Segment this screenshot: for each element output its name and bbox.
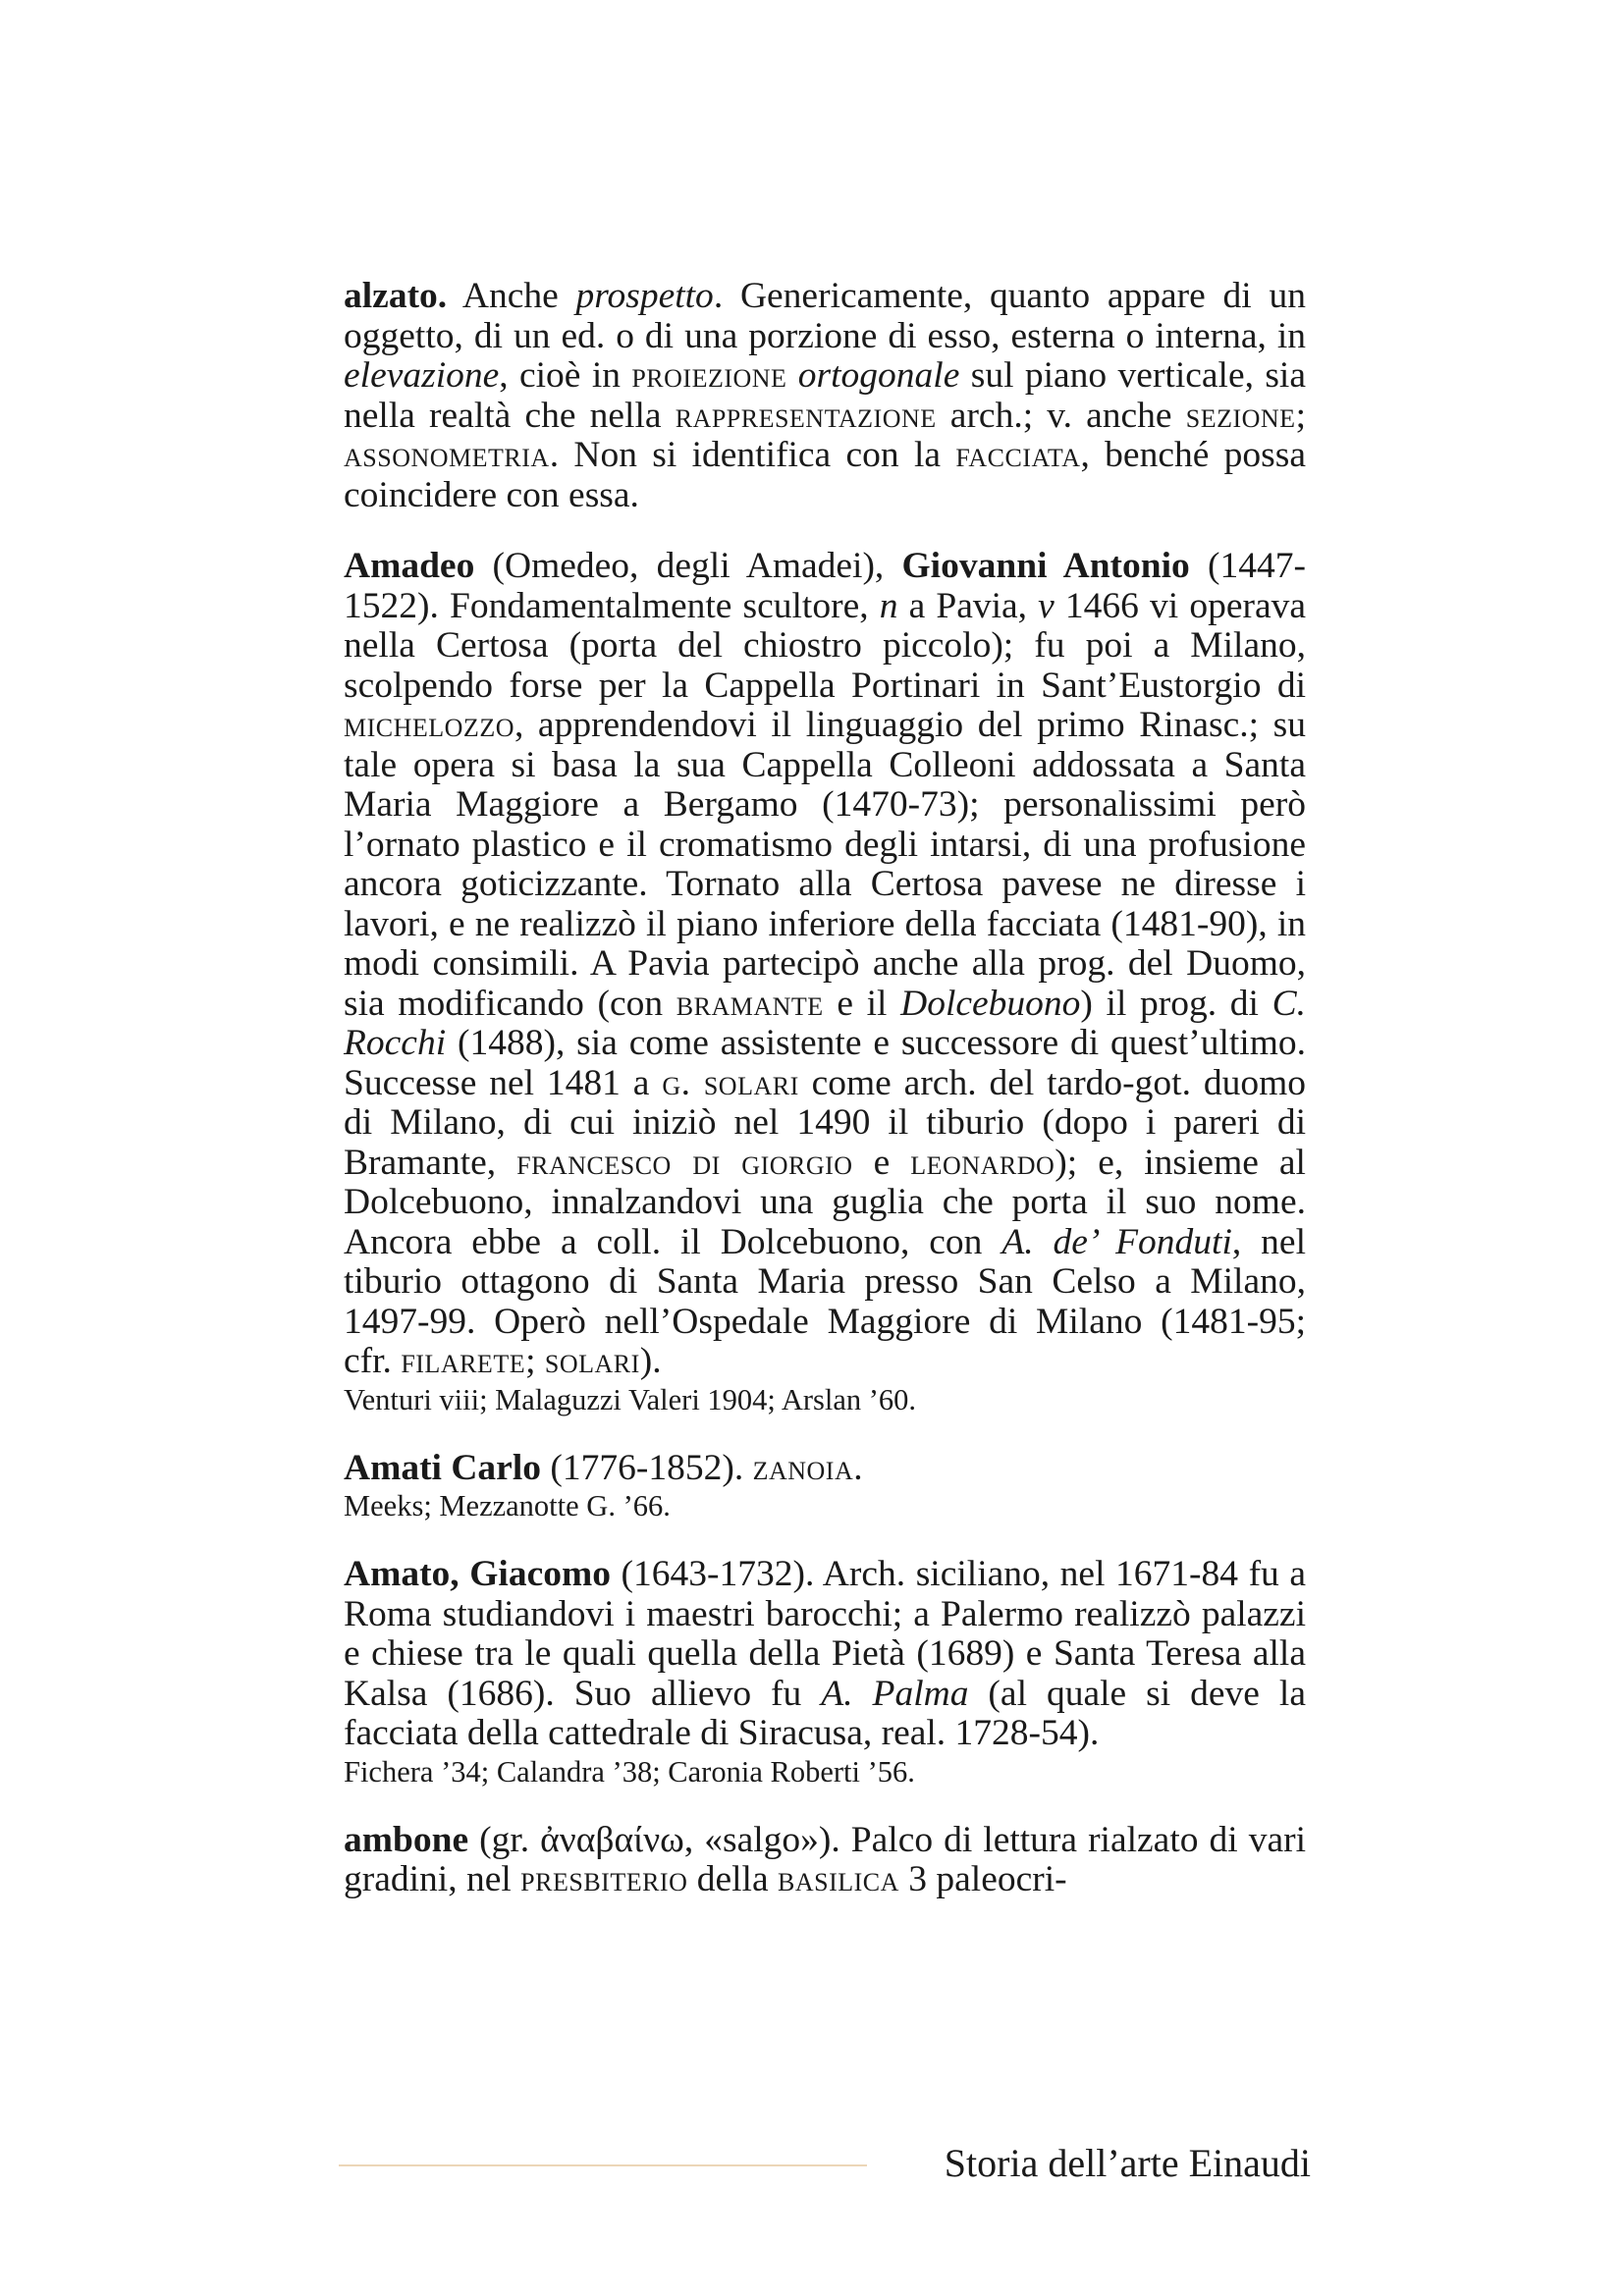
- italic-term: v: [1038, 585, 1055, 626]
- headword: Amadeo: [344, 546, 475, 586]
- body-text: . Non si identifica con la: [549, 435, 956, 475]
- body-text: arch.; v. anche: [936, 395, 1186, 436]
- body-text: (1447-1522). Fondamentalmente scultore,: [344, 546, 1306, 626]
- body-text: (gr. ἀναβαίνω, «salgo»). Palco di lettura rialzato di vari gradini, nel: [344, 1819, 1306, 1899]
- body-text: , benché possa coincidere con essa.: [344, 435, 1307, 515]
- body-text: , cioè in: [499, 355, 632, 396]
- italic-term: elevazione: [344, 355, 500, 396]
- italic-term: prospetto: [575, 276, 714, 316]
- cross-reference: leonardo: [910, 1142, 1055, 1183]
- body-text: (Omedeo, degli Amadei),: [474, 546, 902, 586]
- headword: Giovanni Antonio: [901, 546, 1190, 586]
- italic-term: A. de’ Fonduti: [1001, 1221, 1232, 1262]
- entry-amato: [344, 1555, 1306, 1789]
- italic-term: A. Palma: [821, 1673, 969, 1714]
- cross-reference: presbiterio: [520, 1859, 688, 1899]
- headword: alzato.: [344, 276, 448, 316]
- entry-amadeo: [344, 547, 1306, 1417]
- body-text: e il: [823, 983, 901, 1024]
- body-text: sul piano verticale, sia nella realtà che nella: [344, 355, 1306, 436]
- body-text: . Genericamente, quanto appare di un oggetto, di un ed. o di una porzione di esso, esterna o interna, in: [344, 276, 1306, 356]
- cross-reference: filarete: [401, 1341, 526, 1381]
- italic-term: C. Rocchi: [344, 983, 1307, 1063]
- cross-reference: michelozzo: [344, 705, 514, 745]
- cross-reference: g. solari: [662, 1062, 799, 1103]
- headword: Amati Carlo: [344, 1447, 541, 1488]
- body-text: ); e, insieme al Dolcebuono, innalzandovi una guglia che porta il suo nome. Ancora ebbe a coll. il Dolcebuono, con: [344, 1142, 1306, 1262]
- body-text: ;: [1295, 395, 1306, 436]
- entry-body: [344, 547, 1306, 1382]
- body-text: (al quale si deve la facciata della cattedrale di Siracusa, real. 1728-54).: [344, 1673, 1306, 1753]
- body-text: come arch. del tardo-got. duomo di Milano, di cui iniziò nel 1490 il tiburio (dopo i pareri di Bramante,: [344, 1062, 1307, 1183]
- entry-body: [344, 1555, 1306, 1754]
- body-text: [786, 355, 797, 396]
- footer-rule: [339, 2164, 867, 2166]
- cross-reference: francesco di giorgio: [516, 1142, 853, 1183]
- cross-reference: solari: [544, 1341, 640, 1381]
- body-text: e: [852, 1142, 911, 1183]
- dictionary-column: [344, 277, 1306, 1932]
- body-text: a Pavia,: [897, 585, 1039, 626]
- entry-body: [344, 1449, 1306, 1489]
- body-text: , apprendendovi il linguaggio del primo Rinasc.; su tale opera si basa la sua Cappella Colleoni addossata a Santa Maria Maggiore a Bergamo (1470-73); personalissimi però l’ornato plastico e il cromatismo degli intarsi, di una profusione ancora goticizzante. Tornato alla Certosa pavese ne diresse i lavori, e ne realizzò il piano inferiore della facciata (1481-90), in modi consimili. A Pavia partecipò anche alla prog. del Duomo, sia modificando (con: [344, 705, 1306, 1024]
- headword: Amato, Giacomo: [344, 1554, 611, 1594]
- body-text: (1776-1852).: [541, 1447, 753, 1488]
- cross-reference: zanoia: [752, 1447, 854, 1488]
- body-text: , nel tiburio ottagono di Santa Maria presso San Celso a Milano, 1497-99. Operò nell’Ospedale Maggiore di Milano (1481-95; cfr.: [344, 1221, 1306, 1381]
- entry-bibliography: Meeks; Mezzanotte G. ’66.: [344, 1489, 671, 1522]
- body-text: .: [853, 1447, 863, 1488]
- footer-publisher: Storia dell’arte Einaudi: [944, 2141, 1311, 2185]
- entry-bibliography: Venturi viii; Malaguzzi Valeri 1904; Arslan ’60.: [344, 1382, 917, 1416]
- entry-bibliography: Fichera ’34; Calandra ’38; Caronia Roberti ’56.: [344, 1754, 915, 1789]
- body-text: della: [687, 1859, 778, 1899]
- entry-ambone: [344, 1821, 1306, 1900]
- body-text: Anche: [447, 276, 576, 316]
- cross-reference: basilica: [778, 1859, 899, 1899]
- cross-reference: rappresentazione: [675, 395, 937, 436]
- cross-reference: facciata: [955, 435, 1081, 475]
- cross-reference: proiezione: [631, 355, 787, 396]
- body-text: (1488), sia come assistente e successore di quest’ultimo. Successe nel 1481 a: [344, 1023, 1306, 1103]
- cross-reference: assonometria: [344, 435, 550, 475]
- entry-body: [344, 277, 1306, 515]
- cross-reference: bramante: [676, 983, 824, 1024]
- entry-body: [344, 1821, 1306, 1900]
- entry-alzato: [344, 277, 1306, 515]
- body-text: (1643-1732). Arch. siciliano, nel 1671-84 fu a Roma studiandovi i maestri barocchi; a Palermo realizzò palazzi e chiese tra le quali quella della Pietà (1689) e Santa Teresa alla Kalsa (1686). Suo allievo fu: [344, 1554, 1306, 1714]
- headword: ambone: [344, 1819, 469, 1860]
- body-text: ;: [525, 1341, 545, 1381]
- italic-term: n: [879, 585, 898, 626]
- body-text: ).: [639, 1341, 662, 1381]
- entry-amati: [344, 1449, 1306, 1524]
- italic-term: Dolcebuono: [900, 983, 1081, 1024]
- body-text: 3 paleocri-: [898, 1859, 1067, 1899]
- body-text: 1466 vi operava nella Certosa (porta del chiostro piccolo); fu poi a Milano, scolpendo forse per la Cappella Portinari in Sant’Eustorgio di: [344, 585, 1306, 706]
- cross-reference: sezione: [1185, 395, 1296, 436]
- italic-term: ortogonale: [797, 355, 960, 396]
- body-text: ) il prog. di: [1080, 983, 1272, 1024]
